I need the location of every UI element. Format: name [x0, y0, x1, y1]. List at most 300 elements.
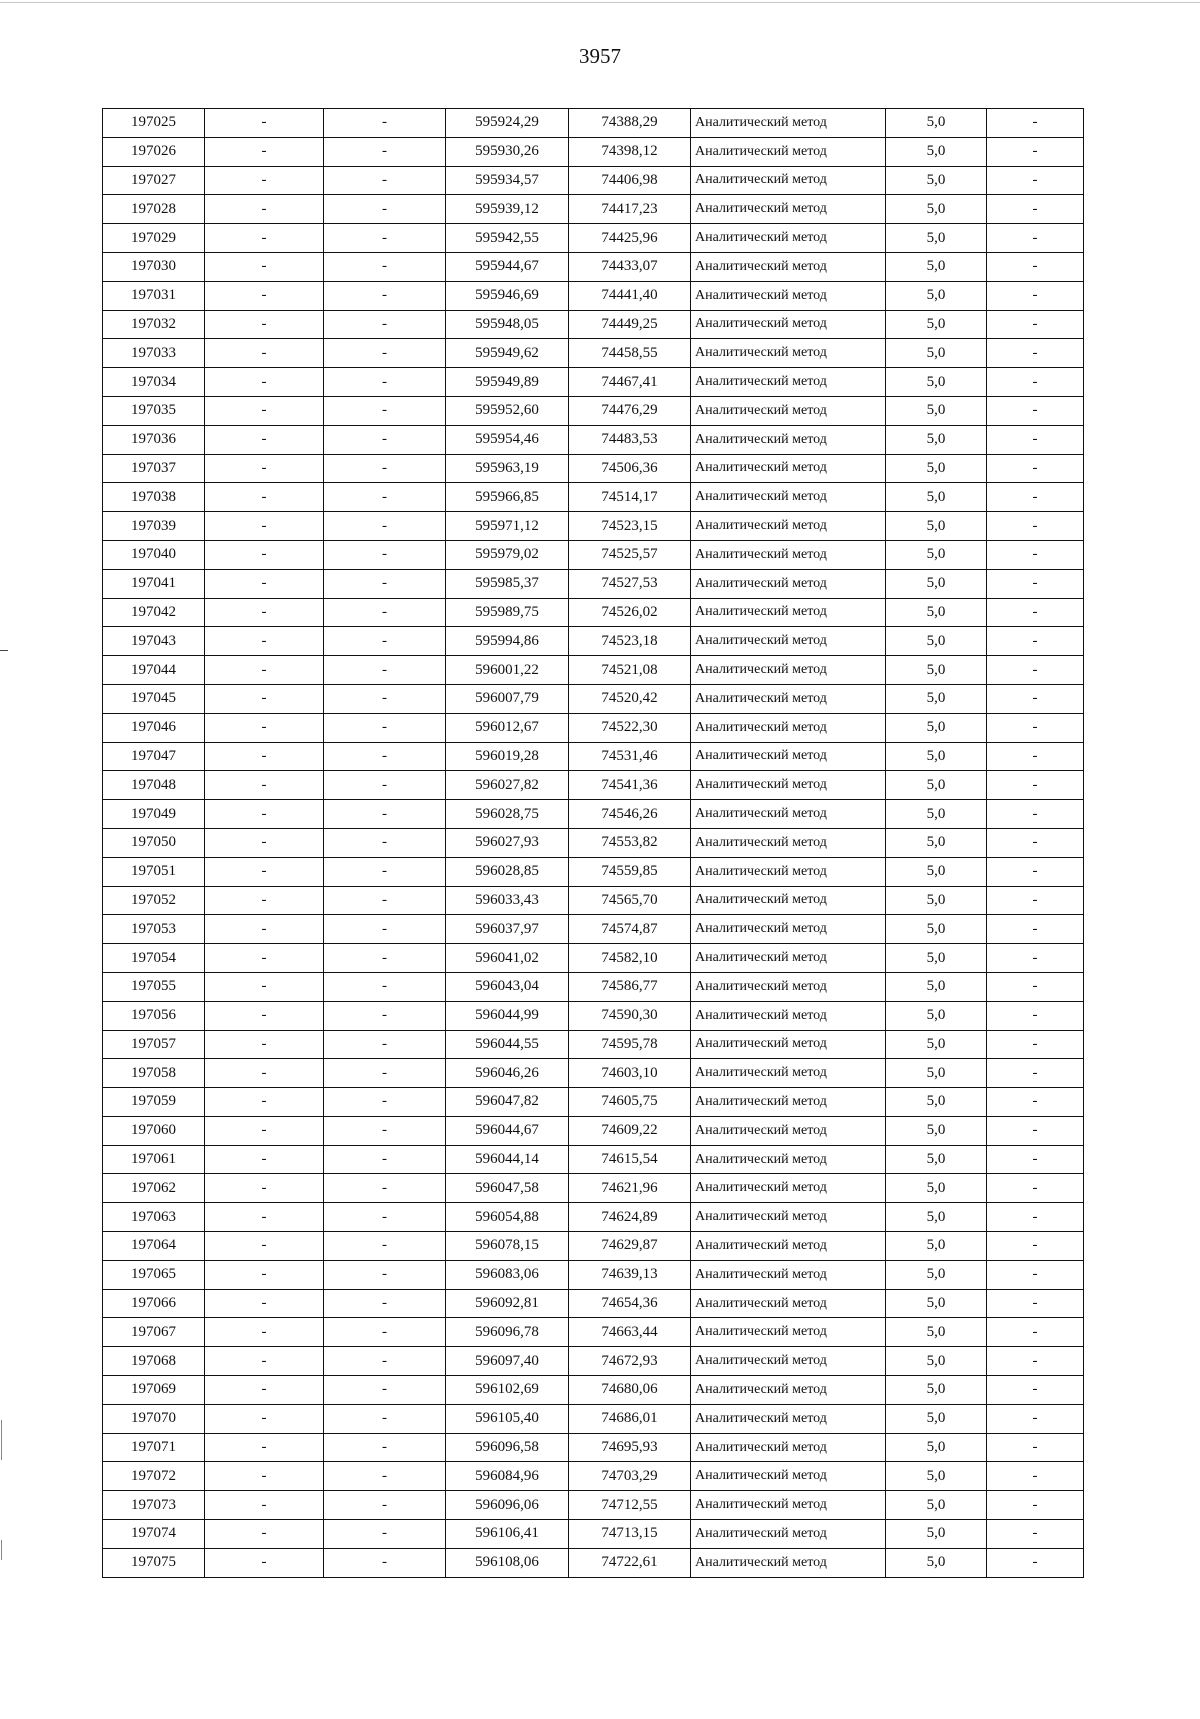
table-row	[103, 339, 1084, 368]
cell-empty-y-old: -	[324, 1145, 446, 1174]
cell-accuracy: 5,0	[886, 1462, 987, 1491]
cell-accuracy: 5,0	[886, 1232, 987, 1261]
cell-note: -	[987, 540, 1084, 569]
cell-note: -	[987, 1088, 1084, 1117]
cell-point-number: 197026	[103, 137, 205, 166]
cell-x-coordinate: 595966,85	[446, 483, 569, 512]
cell-note: -	[987, 224, 1084, 253]
cell-y-coordinate: 74541,36	[569, 771, 691, 800]
table-row	[103, 425, 1084, 454]
cell-empty-x-old: -	[205, 137, 324, 166]
cell-point-number: 197042	[103, 598, 205, 627]
cell-x-coordinate: 596044,55	[446, 1030, 569, 1059]
cell-empty-y-old: -	[324, 1030, 446, 1059]
cell-empty-x-old: -	[205, 684, 324, 713]
cell-x-coordinate: 595930,26	[446, 137, 569, 166]
cell-accuracy: 5,0	[886, 1318, 987, 1347]
table-row	[103, 109, 1084, 138]
cell-empty-x-old: -	[205, 627, 324, 656]
table-row	[103, 1491, 1084, 1520]
cell-empty-y-old: -	[324, 368, 446, 397]
cell-empty-y-old: -	[324, 684, 446, 713]
cell-note: -	[987, 1145, 1084, 1174]
cell-accuracy: 5,0	[886, 195, 987, 224]
cell-empty-y-old: -	[324, 771, 446, 800]
cell-point-number: 197075	[103, 1548, 205, 1577]
cell-point-number: 197054	[103, 944, 205, 973]
cell-y-coordinate: 74523,18	[569, 627, 691, 656]
cell-point-number: 197068	[103, 1347, 205, 1376]
cell-note: -	[987, 1347, 1084, 1376]
cell-x-coordinate: 596044,99	[446, 1001, 569, 1030]
table-row	[103, 713, 1084, 742]
cell-x-coordinate: 596108,06	[446, 1548, 569, 1577]
cell-empty-y-old: -	[324, 454, 446, 483]
table-row	[103, 512, 1084, 541]
cell-note: -	[987, 454, 1084, 483]
cell-y-coordinate: 74654,36	[569, 1289, 691, 1318]
cell-point-number: 197041	[103, 569, 205, 598]
cell-point-number: 197073	[103, 1491, 205, 1520]
cell-y-coordinate: 74522,30	[569, 713, 691, 742]
cell-accuracy: 5,0	[886, 1491, 987, 1520]
cell-empty-y-old: -	[324, 1376, 446, 1405]
cell-empty-y-old: -	[324, 1404, 446, 1433]
cell-x-coordinate: 595949,62	[446, 339, 569, 368]
cell-empty-y-old: -	[324, 195, 446, 224]
cell-point-number: 197029	[103, 224, 205, 253]
page-number: 3957	[579, 44, 621, 68]
cell-empty-x-old: -	[205, 1030, 324, 1059]
cell-method: Аналитический метод	[691, 1174, 886, 1203]
cell-point-number: 197055	[103, 972, 205, 1001]
cell-y-coordinate: 74609,22	[569, 1116, 691, 1145]
table-row	[103, 137, 1084, 166]
table-row	[103, 1548, 1084, 1577]
cell-x-coordinate: 596106,41	[446, 1520, 569, 1549]
cell-method: Аналитический метод	[691, 368, 886, 397]
cell-y-coordinate: 74449,25	[569, 310, 691, 339]
cell-y-coordinate: 74712,55	[569, 1491, 691, 1520]
cell-method: Аналитический метод	[691, 339, 886, 368]
cell-empty-x-old: -	[205, 512, 324, 541]
cell-method: Аналитический метод	[691, 886, 886, 915]
cell-empty-y-old: -	[324, 598, 446, 627]
table-row	[103, 1232, 1084, 1261]
cell-y-coordinate: 74629,87	[569, 1232, 691, 1261]
cell-empty-x-old: -	[205, 1116, 324, 1145]
cell-point-number: 197048	[103, 771, 205, 800]
cell-accuracy: 5,0	[886, 828, 987, 857]
cell-y-coordinate: 74695,93	[569, 1433, 691, 1462]
cell-empty-y-old: -	[324, 1260, 446, 1289]
cell-point-number: 197032	[103, 310, 205, 339]
cell-x-coordinate: 596054,88	[446, 1203, 569, 1232]
table-row	[103, 857, 1084, 886]
table-row	[103, 1433, 1084, 1462]
table-row	[103, 1059, 1084, 1088]
cell-accuracy: 5,0	[886, 1520, 987, 1549]
cell-note: -	[987, 1289, 1084, 1318]
cell-accuracy: 5,0	[886, 368, 987, 397]
cell-method: Аналитический метод	[691, 224, 886, 253]
cell-empty-x-old: -	[205, 310, 324, 339]
cell-point-number: 197035	[103, 396, 205, 425]
cell-accuracy: 5,0	[886, 425, 987, 454]
cell-method: Аналитический метод	[691, 1059, 886, 1088]
cell-y-coordinate: 74406,98	[569, 166, 691, 195]
cell-accuracy: 5,0	[886, 569, 987, 598]
cell-y-coordinate: 74663,44	[569, 1318, 691, 1347]
table-row	[103, 1376, 1084, 1405]
table-row	[103, 1030, 1084, 1059]
cell-empty-y-old: -	[324, 1116, 446, 1145]
cell-empty-y-old: -	[324, 1462, 446, 1491]
cell-empty-y-old: -	[324, 1347, 446, 1376]
cell-accuracy: 5,0	[886, 1030, 987, 1059]
table-row	[103, 656, 1084, 685]
cell-x-coordinate: 596033,43	[446, 886, 569, 915]
cell-method: Аналитический метод	[691, 713, 886, 742]
cell-x-coordinate: 596046,26	[446, 1059, 569, 1088]
cell-method: Аналитический метод	[691, 1347, 886, 1376]
cell-note: -	[987, 598, 1084, 627]
cell-x-coordinate: 596102,69	[446, 1376, 569, 1405]
cell-empty-x-old: -	[205, 1059, 324, 1088]
cell-x-coordinate: 596105,40	[446, 1404, 569, 1433]
cell-method: Аналитический метод	[691, 1462, 886, 1491]
cell-empty-y-old: -	[324, 1088, 446, 1117]
cell-x-coordinate: 595994,86	[446, 627, 569, 656]
cell-x-coordinate: 596083,06	[446, 1260, 569, 1289]
table-row	[103, 1289, 1084, 1318]
cell-x-coordinate: 595946,69	[446, 281, 569, 310]
cell-empty-y-old: -	[324, 972, 446, 1001]
cell-y-coordinate: 74398,12	[569, 137, 691, 166]
cell-accuracy: 5,0	[886, 281, 987, 310]
cell-x-coordinate: 596044,67	[446, 1116, 569, 1145]
coordinates-table-body	[103, 109, 1084, 1578]
cell-y-coordinate: 74433,07	[569, 252, 691, 281]
cell-empty-x-old: -	[205, 1001, 324, 1030]
cell-empty-x-old: -	[205, 1548, 324, 1577]
cell-y-coordinate: 74520,42	[569, 684, 691, 713]
cell-point-number: 197027	[103, 166, 205, 195]
cell-note: -	[987, 1520, 1084, 1549]
table-row	[103, 281, 1084, 310]
cell-y-coordinate: 74565,70	[569, 886, 691, 915]
cell-y-coordinate: 74388,29	[569, 109, 691, 138]
cell-empty-x-old: -	[205, 396, 324, 425]
cell-empty-y-old: -	[324, 627, 446, 656]
table-row	[103, 1001, 1084, 1030]
cell-note: -	[987, 828, 1084, 857]
cell-method: Аналитический метод	[691, 109, 886, 138]
cell-empty-y-old: -	[324, 1318, 446, 1347]
cell-empty-x-old: -	[205, 771, 324, 800]
cell-accuracy: 5,0	[886, 137, 987, 166]
cell-empty-x-old: -	[205, 972, 324, 1001]
cell-accuracy: 5,0	[886, 886, 987, 915]
table-row	[103, 224, 1084, 253]
cell-accuracy: 5,0	[886, 512, 987, 541]
cell-accuracy: 5,0	[886, 540, 987, 569]
cell-method: Аналитический метод	[691, 598, 886, 627]
cell-method: Аналитический метод	[691, 627, 886, 656]
cell-point-number: 197056	[103, 1001, 205, 1030]
cell-accuracy: 5,0	[886, 1116, 987, 1145]
cell-y-coordinate: 74586,77	[569, 972, 691, 1001]
cell-empty-x-old: -	[205, 1376, 324, 1405]
cell-empty-y-old: -	[324, 1059, 446, 1088]
cell-accuracy: 5,0	[886, 1347, 987, 1376]
cell-x-coordinate: 596096,78	[446, 1318, 569, 1347]
cell-empty-x-old: -	[205, 915, 324, 944]
cell-accuracy: 5,0	[886, 1174, 987, 1203]
cell-y-coordinate: 74458,55	[569, 339, 691, 368]
cell-x-coordinate: 595924,29	[446, 109, 569, 138]
cell-accuracy: 5,0	[886, 166, 987, 195]
table-row	[103, 684, 1084, 713]
cell-point-number: 197057	[103, 1030, 205, 1059]
cell-empty-x-old: -	[205, 1347, 324, 1376]
cell-accuracy: 5,0	[886, 1289, 987, 1318]
cell-point-number: 197069	[103, 1376, 205, 1405]
cell-y-coordinate: 74672,93	[569, 1347, 691, 1376]
cell-empty-x-old: -	[205, 368, 324, 397]
cell-point-number: 197066	[103, 1289, 205, 1318]
cell-x-coordinate: 595948,05	[446, 310, 569, 339]
cell-empty-x-old: -	[205, 483, 324, 512]
table-row	[103, 1462, 1084, 1491]
cell-point-number: 197060	[103, 1116, 205, 1145]
cell-point-number: 197040	[103, 540, 205, 569]
cell-method: Аналитический метод	[691, 512, 886, 541]
cell-empty-y-old: -	[324, 252, 446, 281]
cell-accuracy: 5,0	[886, 252, 987, 281]
cell-point-number: 197053	[103, 915, 205, 944]
cell-note: -	[987, 684, 1084, 713]
cell-y-coordinate: 74559,85	[569, 857, 691, 886]
cell-y-coordinate: 74680,06	[569, 1376, 691, 1405]
cell-accuracy: 5,0	[886, 1433, 987, 1462]
cell-empty-y-old: -	[324, 1491, 446, 1520]
cell-y-coordinate: 74639,13	[569, 1260, 691, 1289]
cell-x-coordinate: 596012,67	[446, 713, 569, 742]
cell-y-coordinate: 74506,36	[569, 454, 691, 483]
cell-method: Аналитический метод	[691, 1116, 886, 1145]
cell-note: -	[987, 1376, 1084, 1405]
cell-note: -	[987, 857, 1084, 886]
cell-point-number: 197067	[103, 1318, 205, 1347]
cell-note: -	[987, 483, 1084, 512]
cell-y-coordinate: 74531,46	[569, 742, 691, 771]
cell-note: -	[987, 944, 1084, 973]
cell-x-coordinate: 596096,06	[446, 1491, 569, 1520]
cell-empty-x-old: -	[205, 454, 324, 483]
cell-empty-y-old: -	[324, 109, 446, 138]
cell-method: Аналитический метод	[691, 1001, 886, 1030]
cell-empty-x-old: -	[205, 281, 324, 310]
cell-y-coordinate: 74483,53	[569, 425, 691, 454]
cell-empty-x-old: -	[205, 540, 324, 569]
cell-empty-y-old: -	[324, 656, 446, 685]
cell-method: Аналитический метод	[691, 1260, 886, 1289]
cell-method: Аналитический метод	[691, 656, 886, 685]
cell-accuracy: 5,0	[886, 1001, 987, 1030]
cell-accuracy: 5,0	[886, 944, 987, 973]
cell-accuracy: 5,0	[886, 713, 987, 742]
cell-empty-x-old: -	[205, 713, 324, 742]
cell-method: Аналитический метод	[691, 569, 886, 598]
cell-accuracy: 5,0	[886, 1145, 987, 1174]
cell-empty-x-old: -	[205, 252, 324, 281]
table-row	[103, 166, 1084, 195]
cell-method: Аналитический метод	[691, 915, 886, 944]
cell-method: Аналитический метод	[691, 1376, 886, 1405]
table-row	[103, 1404, 1084, 1433]
table-row	[103, 627, 1084, 656]
table-row	[103, 598, 1084, 627]
cell-note: -	[987, 1232, 1084, 1261]
cell-accuracy: 5,0	[886, 627, 987, 656]
cell-note: -	[987, 425, 1084, 454]
cell-x-coordinate: 596007,79	[446, 684, 569, 713]
scan-top-edge	[0, 2, 1200, 3]
cell-point-number: 197037	[103, 454, 205, 483]
table-row	[103, 195, 1084, 224]
cell-point-number: 197030	[103, 252, 205, 281]
cell-accuracy: 5,0	[886, 1260, 987, 1289]
cell-accuracy: 5,0	[886, 598, 987, 627]
cell-empty-y-old: -	[324, 281, 446, 310]
cell-empty-y-old: -	[324, 713, 446, 742]
cell-method: Аналитический метод	[691, 1404, 886, 1433]
cell-point-number: 197047	[103, 742, 205, 771]
cell-method: Аналитический метод	[691, 1088, 886, 1117]
cell-y-coordinate: 74425,96	[569, 224, 691, 253]
cell-empty-x-old: -	[205, 166, 324, 195]
cell-point-number: 197071	[103, 1433, 205, 1462]
cell-x-coordinate: 596037,97	[446, 915, 569, 944]
cell-method: Аналитический метод	[691, 310, 886, 339]
cell-y-coordinate: 74574,87	[569, 915, 691, 944]
cell-empty-x-old: -	[205, 1232, 324, 1261]
cell-empty-y-old: -	[324, 944, 446, 973]
cell-empty-x-old: -	[205, 1145, 324, 1174]
cell-accuracy: 5,0	[886, 915, 987, 944]
cell-method: Аналитический метод	[691, 800, 886, 829]
cell-point-number: 197058	[103, 1059, 205, 1088]
cell-x-coordinate: 595952,60	[446, 396, 569, 425]
cell-x-coordinate: 596047,82	[446, 1088, 569, 1117]
cell-note: -	[987, 742, 1084, 771]
cell-point-number: 197031	[103, 281, 205, 310]
cell-accuracy: 5,0	[886, 483, 987, 512]
cell-empty-x-old: -	[205, 1520, 324, 1549]
cell-note: -	[987, 1462, 1084, 1491]
cell-empty-x-old: -	[205, 1174, 324, 1203]
cell-empty-y-old: -	[324, 1289, 446, 1318]
cell-y-coordinate: 74553,82	[569, 828, 691, 857]
cell-y-coordinate: 74605,75	[569, 1088, 691, 1117]
cell-empty-x-old: -	[205, 1462, 324, 1491]
cell-empty-y-old: -	[324, 1001, 446, 1030]
cell-method: Аналитический метод	[691, 195, 886, 224]
cell-method: Аналитический метод	[691, 684, 886, 713]
cell-note: -	[987, 800, 1084, 829]
cell-y-coordinate: 74521,08	[569, 656, 691, 685]
cell-note: -	[987, 166, 1084, 195]
cell-empty-x-old: -	[205, 656, 324, 685]
cell-empty-y-old: -	[324, 166, 446, 195]
scan-margin-dash	[1, 1420, 2, 1460]
cell-accuracy: 5,0	[886, 454, 987, 483]
cell-method: Аналитический метод	[691, 137, 886, 166]
cell-x-coordinate: 595942,55	[446, 224, 569, 253]
cell-method: Аналитический метод	[691, 972, 886, 1001]
cell-method: Аналитический метод	[691, 1145, 886, 1174]
cell-point-number: 197052	[103, 886, 205, 915]
cell-x-coordinate: 596027,93	[446, 828, 569, 857]
cell-x-coordinate: 595934,57	[446, 166, 569, 195]
cell-note: -	[987, 1030, 1084, 1059]
cell-note: -	[987, 1433, 1084, 1462]
table-row	[103, 483, 1084, 512]
cell-note: -	[987, 195, 1084, 224]
cell-point-number: 197036	[103, 425, 205, 454]
cell-method: Аналитический метод	[691, 771, 886, 800]
cell-point-number: 197038	[103, 483, 205, 512]
table-row	[103, 886, 1084, 915]
cell-note: -	[987, 368, 1084, 397]
cell-empty-y-old: -	[324, 310, 446, 339]
cell-empty-x-old: -	[205, 886, 324, 915]
cell-note: -	[987, 713, 1084, 742]
cell-empty-y-old: -	[324, 425, 446, 454]
table-row	[103, 1116, 1084, 1145]
cell-method: Аналитический метод	[691, 1548, 886, 1577]
cell-y-coordinate: 74467,41	[569, 368, 691, 397]
cell-point-number: 197028	[103, 195, 205, 224]
cell-y-coordinate: 74441,40	[569, 281, 691, 310]
cell-x-coordinate: 595985,37	[446, 569, 569, 598]
cell-method: Аналитический метод	[691, 483, 886, 512]
cell-note: -	[987, 281, 1084, 310]
cell-point-number: 197062	[103, 1174, 205, 1203]
cell-point-number: 197045	[103, 684, 205, 713]
cell-empty-y-old: -	[324, 512, 446, 541]
table-row	[103, 1520, 1084, 1549]
table-row	[103, 1088, 1084, 1117]
cell-x-coordinate: 596027,82	[446, 771, 569, 800]
cell-y-coordinate: 74527,53	[569, 569, 691, 598]
cell-note: -	[987, 569, 1084, 598]
cell-note: -	[987, 1404, 1084, 1433]
cell-empty-x-old: -	[205, 425, 324, 454]
cell-point-number: 197064	[103, 1232, 205, 1261]
cell-x-coordinate: 596097,40	[446, 1347, 569, 1376]
cell-y-coordinate: 74582,10	[569, 944, 691, 973]
table-row	[103, 915, 1084, 944]
cell-point-number: 197049	[103, 800, 205, 829]
cell-x-coordinate: 596019,28	[446, 742, 569, 771]
cell-point-number: 197051	[103, 857, 205, 886]
cell-empty-x-old: -	[205, 195, 324, 224]
cell-accuracy: 5,0	[886, 1548, 987, 1577]
cell-note: -	[987, 1116, 1084, 1145]
cell-empty-y-old: -	[324, 828, 446, 857]
